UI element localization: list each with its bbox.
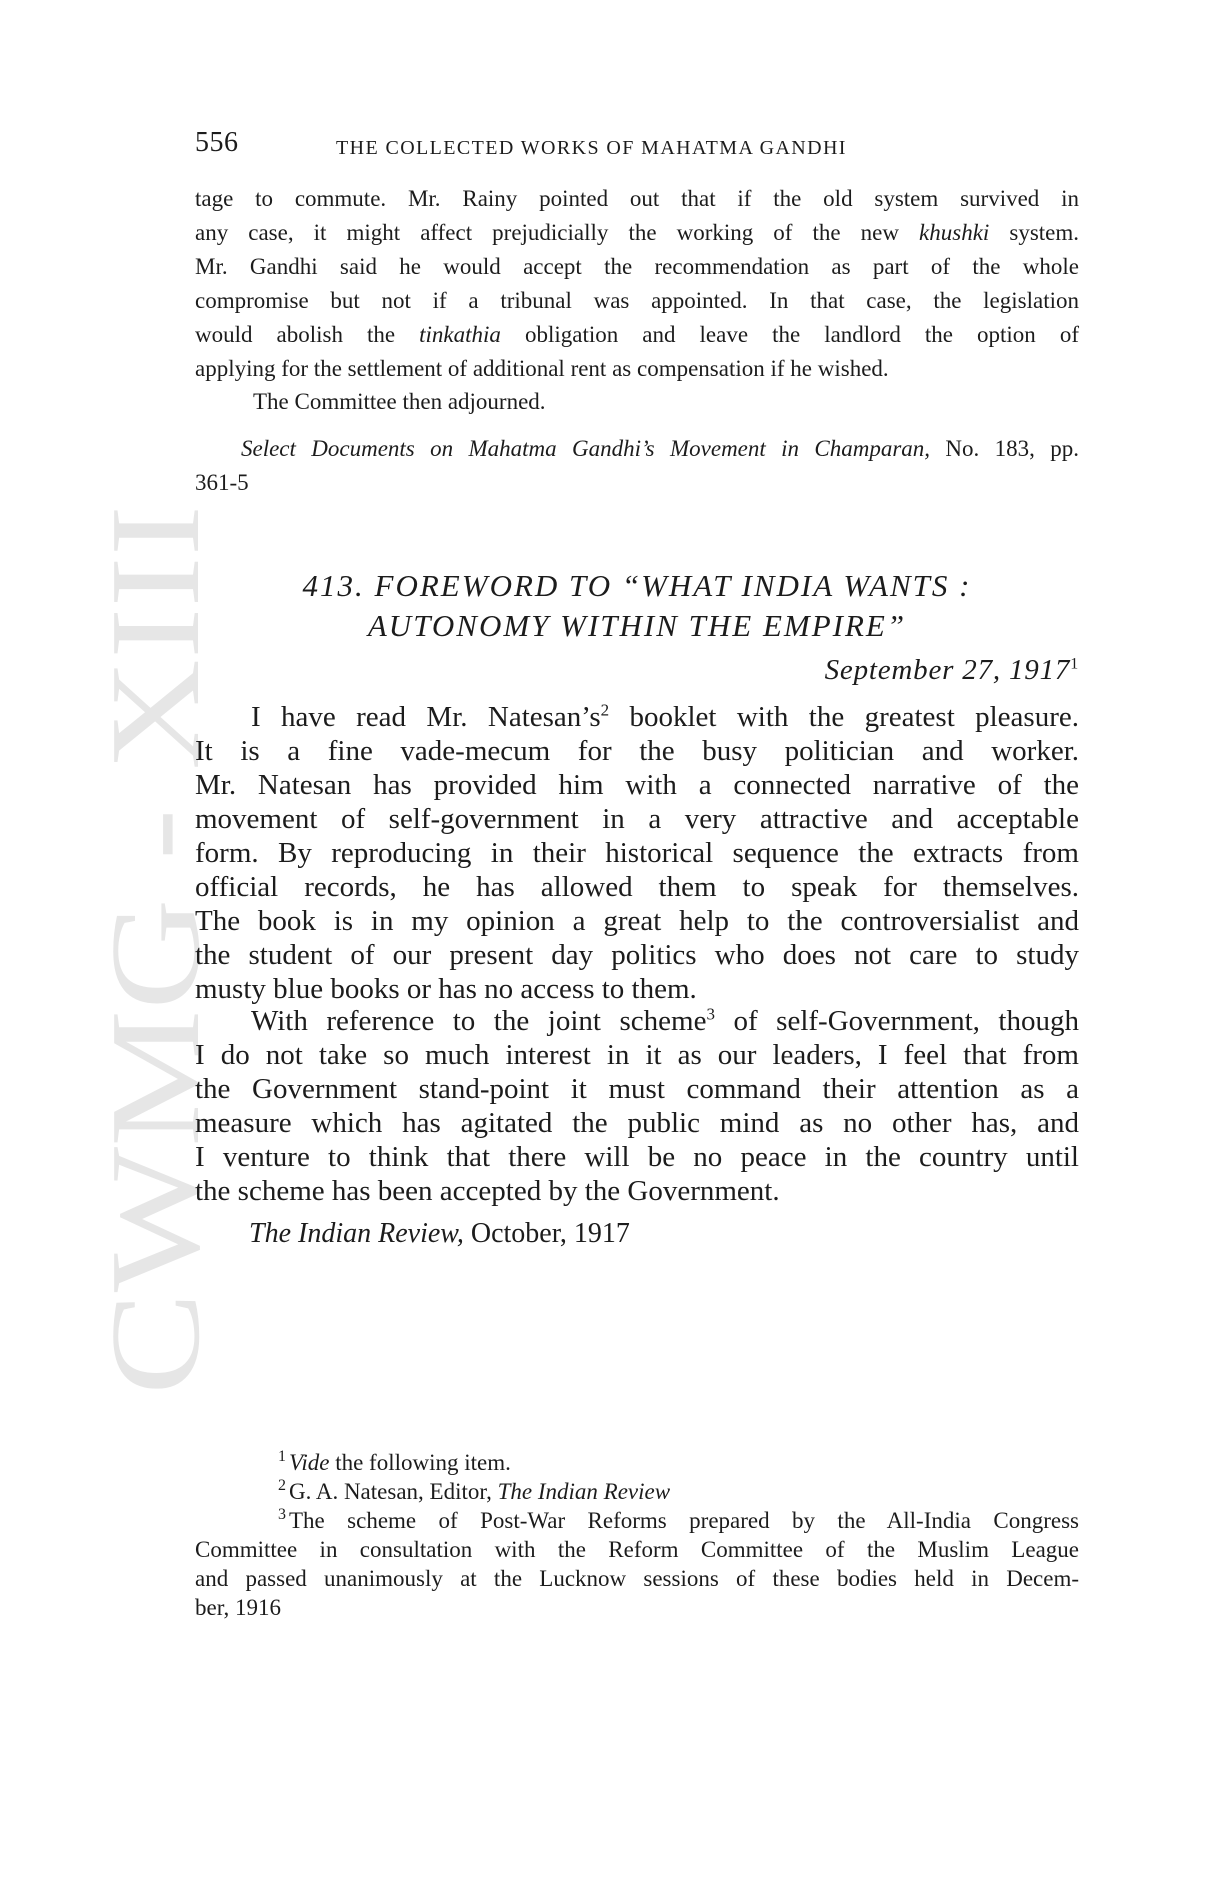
text-span: the following item. xyxy=(329,1450,511,1475)
citation-pages: No. 183, pp. xyxy=(930,436,1079,461)
date-text: September 27, 1917 xyxy=(824,654,1071,686)
article-paragraph-1 xyxy=(195,700,1079,1006)
footnote-ref: 3 xyxy=(706,1004,715,1024)
footnote-number: 1 xyxy=(278,1448,286,1466)
text-line: the student of our present day politics who does not care to study xyxy=(195,939,1079,971)
italic-term: The Indian Review xyxy=(497,1479,671,1504)
text-line: I do not take so much interest in it as our leaders, I feel that from xyxy=(195,1039,1079,1071)
footnotes xyxy=(195,1448,1079,1622)
text-line xyxy=(195,318,1079,352)
footnote-3-line: Committee in consultation with the Reform Committee of the Muslim League xyxy=(195,1537,1079,1562)
text-span: I have read Mr. Natesan’s xyxy=(251,701,601,733)
source-citation xyxy=(195,432,1079,500)
text-line: The book is in my opinion a great help to the controversialist and xyxy=(195,905,1079,937)
text-span: With reference to the joint scheme xyxy=(251,1005,707,1037)
italic-term: Vide xyxy=(289,1450,330,1475)
text-span: G. A. Natesan, Editor, xyxy=(289,1479,498,1504)
article-source xyxy=(249,1218,630,1250)
heading-line: AUTONOMY WITHIN THE EMPIRE” xyxy=(367,608,907,643)
page-number: 556 xyxy=(195,127,239,158)
footnote-ref: 1 xyxy=(1070,655,1079,673)
text-line: movement of self-government in a very attractive and acceptable xyxy=(195,803,1079,835)
italic-term: tinkathia xyxy=(419,322,501,347)
text-line xyxy=(195,1004,1079,1038)
citation-line xyxy=(195,432,1079,466)
source-title: The Indian Review, xyxy=(249,1218,464,1249)
adjourned-line: The Committee then adjourned. xyxy=(253,389,546,414)
footnote-number: 2 xyxy=(278,1477,286,1495)
italic-term: khushki xyxy=(919,220,990,245)
running-title: THE COLLECTED WORKS OF MAHATMA GANDHI xyxy=(336,137,847,159)
footnote-ref: 2 xyxy=(600,700,610,720)
citation-line: 361-5 xyxy=(195,470,249,495)
text-line: musty blue books or has no access to them. xyxy=(195,973,697,1005)
footnote-number: 3 xyxy=(278,1506,286,1524)
text-line: the scheme has been accepted by the Government. xyxy=(195,1175,780,1207)
dateline xyxy=(825,654,1079,687)
text-span: would abolish the xyxy=(195,322,420,347)
text-line xyxy=(195,216,1079,250)
text-span: obligation and leave the landlord the option of xyxy=(500,322,1079,347)
text-line: compromise but not if a tribunal was appointed. In that case, the legislation xyxy=(195,288,1079,313)
text-line: Mr. Natesan has provided him with a connected narrative of the xyxy=(195,769,1079,801)
text-line: Mr. Gandhi said he would accept the recommendation as part of the whole xyxy=(195,254,1079,279)
text-span: of self-Government, though xyxy=(714,1005,1079,1037)
watermark-text: CWMG - XIII xyxy=(84,655,226,1395)
text-line xyxy=(195,700,1079,734)
article-paragraph-2 xyxy=(195,1004,1079,1208)
text-line: the Government stand-point it must command their attention as a xyxy=(195,1073,1079,1105)
footnote-3-line: and passed unanimously at the Lucknow sessions of these bodies held in Decem- xyxy=(195,1566,1079,1591)
article-heading xyxy=(195,566,1079,646)
text-line: measure which has agitated the public mind as no other has, and xyxy=(195,1107,1079,1139)
footnote-1 xyxy=(195,1448,1079,1477)
text-line: official records, he has allowed them to speak for themselves. xyxy=(195,871,1079,903)
text-line: tage to commute. Mr. Rainy pointed out that if the old system survived in xyxy=(195,186,1079,211)
text-span: any case, it might affect prejudicially the working of the new xyxy=(195,220,920,245)
footnote-2 xyxy=(195,1477,1079,1506)
source-date: October, 1917 xyxy=(463,1218,630,1249)
heading-line: 413. FOREWORD TO “WHAT INDIA WANTS : xyxy=(302,568,972,603)
text-span: The scheme of Post-War Reforms prepared by the All-India Congress xyxy=(289,1508,1079,1533)
text-line: form. By reproducing in their historical sequence the extracts from xyxy=(195,837,1079,869)
citation-title: Select Documents on Mahatma Gandhi’s Movement in Champaran, xyxy=(241,436,931,461)
text-span: booklet with the greatest pleasure. xyxy=(609,701,1079,733)
footnote-3 xyxy=(195,1506,1079,1535)
text-line: I venture to think that there will be no peace in the country until xyxy=(195,1141,1079,1173)
text-line: It is a fine vade-mecum for the busy politician and worker. xyxy=(195,735,1079,767)
intro-paragraph xyxy=(195,182,1079,386)
running-head xyxy=(195,127,955,167)
text-span: system. xyxy=(989,220,1080,245)
text-line: applying for the settlement of additional rent as compensation if he wished. xyxy=(195,356,889,381)
footnote-3-line: ber, 1916 xyxy=(195,1595,281,1620)
